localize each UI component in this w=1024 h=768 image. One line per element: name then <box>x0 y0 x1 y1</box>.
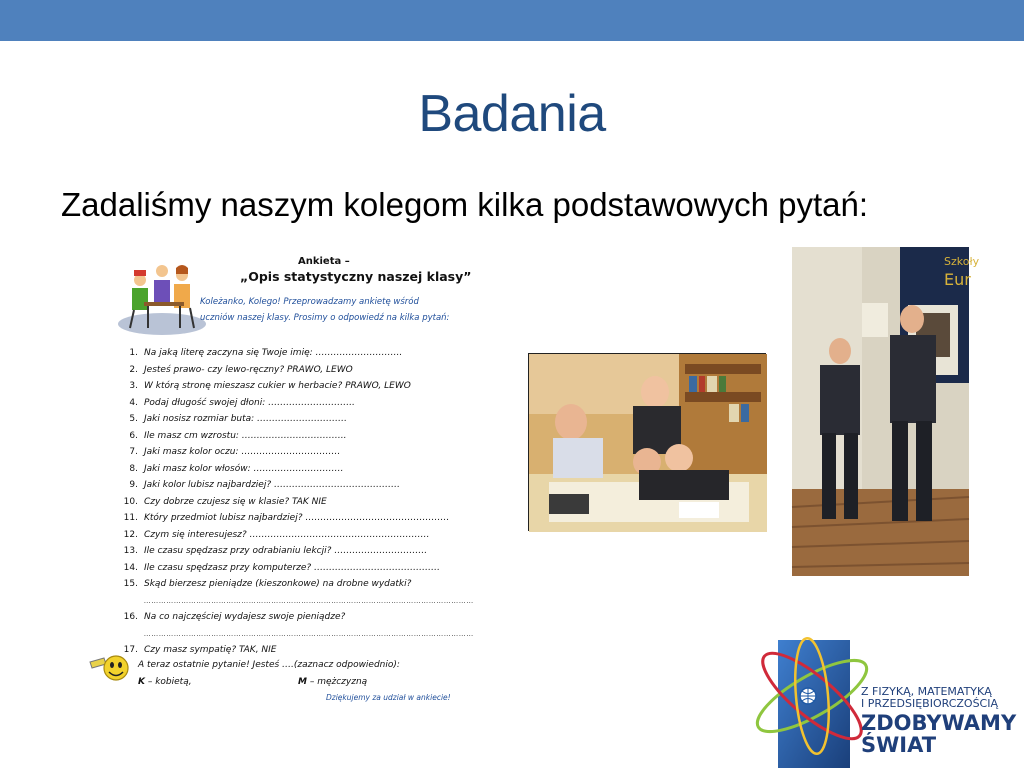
question-number: 16. <box>123 612 138 622</box>
top-accent-bar <box>0 0 1024 41</box>
final-question: A teraz ostatnie pytanie! Jesteś ….(zaznacz odpowiednio): <box>138 660 400 670</box>
board-text-top: Szkoły <box>944 255 980 268</box>
survey-question <box>108 543 474 560</box>
corridor-photo <box>792 247 980 576</box>
question-text: Czy dobrze czujesz się w klasie? TAK NIE <box>144 496 327 507</box>
question-text: Ile masz cm wzrostu: …………………………….. <box>144 430 347 441</box>
survey-thanks: Dziękujemy za udział w ankiecie! <box>326 693 451 702</box>
survey-question-list <box>108 345 474 659</box>
question-text: Podaj długość swojej dłoni: ……………………….. <box>144 397 355 408</box>
question-number: 13. <box>123 546 138 556</box>
option-female-letter: K <box>138 677 145 687</box>
question-number: 15. <box>123 579 138 589</box>
logo-line2: I PRZEDSIĘBIORCZOŚCIĄ <box>861 697 999 710</box>
survey-answer-line <box>108 626 474 643</box>
classroom-photo <box>528 353 766 531</box>
survey-heading-line2: „Opis statystyczny naszej klasy” <box>240 269 472 284</box>
survey-intro-line1: Koleżanko, Kolego! Przeprowadzamy ankietę wśród <box>200 297 419 307</box>
answer-dots: …………………………………………………………………………………………………………………… <box>144 629 474 638</box>
question-text: Czym się interesujesz? …………………………………………………… <box>144 529 430 540</box>
question-text: Na co najczęściej wydajesz swoje pieniądze? <box>144 612 346 622</box>
question-text: Jaki masz kolor oczu: …………………………… <box>144 447 341 457</box>
question-text: W którą stronę mieszasz cukier w herbacie? PRAWO, LEWO <box>144 381 411 391</box>
question-text: Czy masz sympatię? TAK, NIE <box>144 645 277 655</box>
survey-question <box>108 411 474 428</box>
students-clipart-icon <box>114 244 214 336</box>
logo-line1: Z FIZYKĄ, MATEMATYKĄ <box>861 685 992 698</box>
survey-document <box>108 242 488 712</box>
survey-question <box>108 345 474 362</box>
slide-subtitle: Zadaliśmy naszym kolegom kilka podstawowych pytań: <box>61 186 869 223</box>
survey-intro-line2: uczniów naszej klasy. Prosimy o odpowiedź na kilka pytań: <box>200 313 450 323</box>
question-text: Jesteś prawo- czy lewo-ręczny? PRAWO, LEWO <box>144 364 353 375</box>
question-text: Który przedmiot lubisz najbardziej? ………………………………………… <box>144 513 450 523</box>
option-male <box>298 677 367 687</box>
question-text: Ile czasu spędzasz przy komputerze? …………………………………… <box>144 562 441 573</box>
answer-dots: …………………………………………………………………………………………………………………… <box>144 596 474 605</box>
survey-question <box>108 576 474 593</box>
smiley-pencil-icon <box>88 650 132 684</box>
slide-title: Badania <box>418 85 606 143</box>
survey-question <box>108 444 474 461</box>
survey-question <box>108 461 474 478</box>
survey-question <box>108 494 474 511</box>
survey-question <box>108 428 474 445</box>
corridor-photo-image <box>792 247 980 576</box>
survey-question <box>108 560 474 577</box>
survey-question <box>108 609 474 626</box>
survey-question <box>108 642 474 659</box>
question-number: 3. <box>129 381 138 391</box>
question-number: 6. <box>129 430 138 441</box>
question-number: 2. <box>129 364 138 375</box>
question-text: Jaki nosisz rozmiar buta: ………………………… <box>144 414 348 424</box>
survey-question <box>108 362 474 379</box>
question-number: 8. <box>129 463 138 474</box>
survey-question <box>108 477 474 494</box>
question-text: Ile czasu spędzasz przy odrabianiu lekcji? …………………………. <box>144 546 428 556</box>
question-number: 12. <box>123 529 138 540</box>
question-text: Na jaką literę zaczyna się Twoje imię: ……………………….. <box>144 348 403 358</box>
question-number: 9. <box>129 480 138 490</box>
logo-line4: ŚWIAT <box>861 733 937 757</box>
survey-question <box>108 510 474 527</box>
question-number: 14. <box>123 562 138 573</box>
survey-intro <box>200 294 449 326</box>
classroom-photo-image <box>529 354 767 532</box>
question-number: 7. <box>129 447 138 457</box>
survey-heading-line1: Ankieta – <box>298 256 350 267</box>
question-number: 10. <box>123 496 138 507</box>
board-text-mid: Eur <box>944 270 971 289</box>
question-text: Jaki kolor lubisz najbardziej? …………………………………… <box>144 480 400 490</box>
question-number: 17. <box>123 645 138 655</box>
logo-line3: ZDOBYWAMY <box>861 711 1017 735</box>
survey-question <box>108 378 474 395</box>
survey-question <box>108 527 474 544</box>
option-male-text: – mężczyzną <box>306 677 368 687</box>
project-logo <box>770 622 1024 768</box>
question-text: Skąd bierzesz pieniądze (kieszonkowe) na drobne wydatki? <box>144 579 412 589</box>
survey-question <box>108 395 474 412</box>
survey-answer-line <box>108 593 474 610</box>
question-number: 1. <box>129 348 138 358</box>
question-number: 5. <box>129 414 138 424</box>
question-text: Jaki masz kolor włosów: ………………………… <box>144 463 344 474</box>
option-male-letter: M <box>298 677 307 687</box>
question-number: 4. <box>129 397 138 408</box>
option-female <box>138 677 192 687</box>
question-number: 11. <box>123 513 138 523</box>
logo-text <box>861 686 1016 756</box>
option-female-text: – kobietą, <box>144 677 192 687</box>
